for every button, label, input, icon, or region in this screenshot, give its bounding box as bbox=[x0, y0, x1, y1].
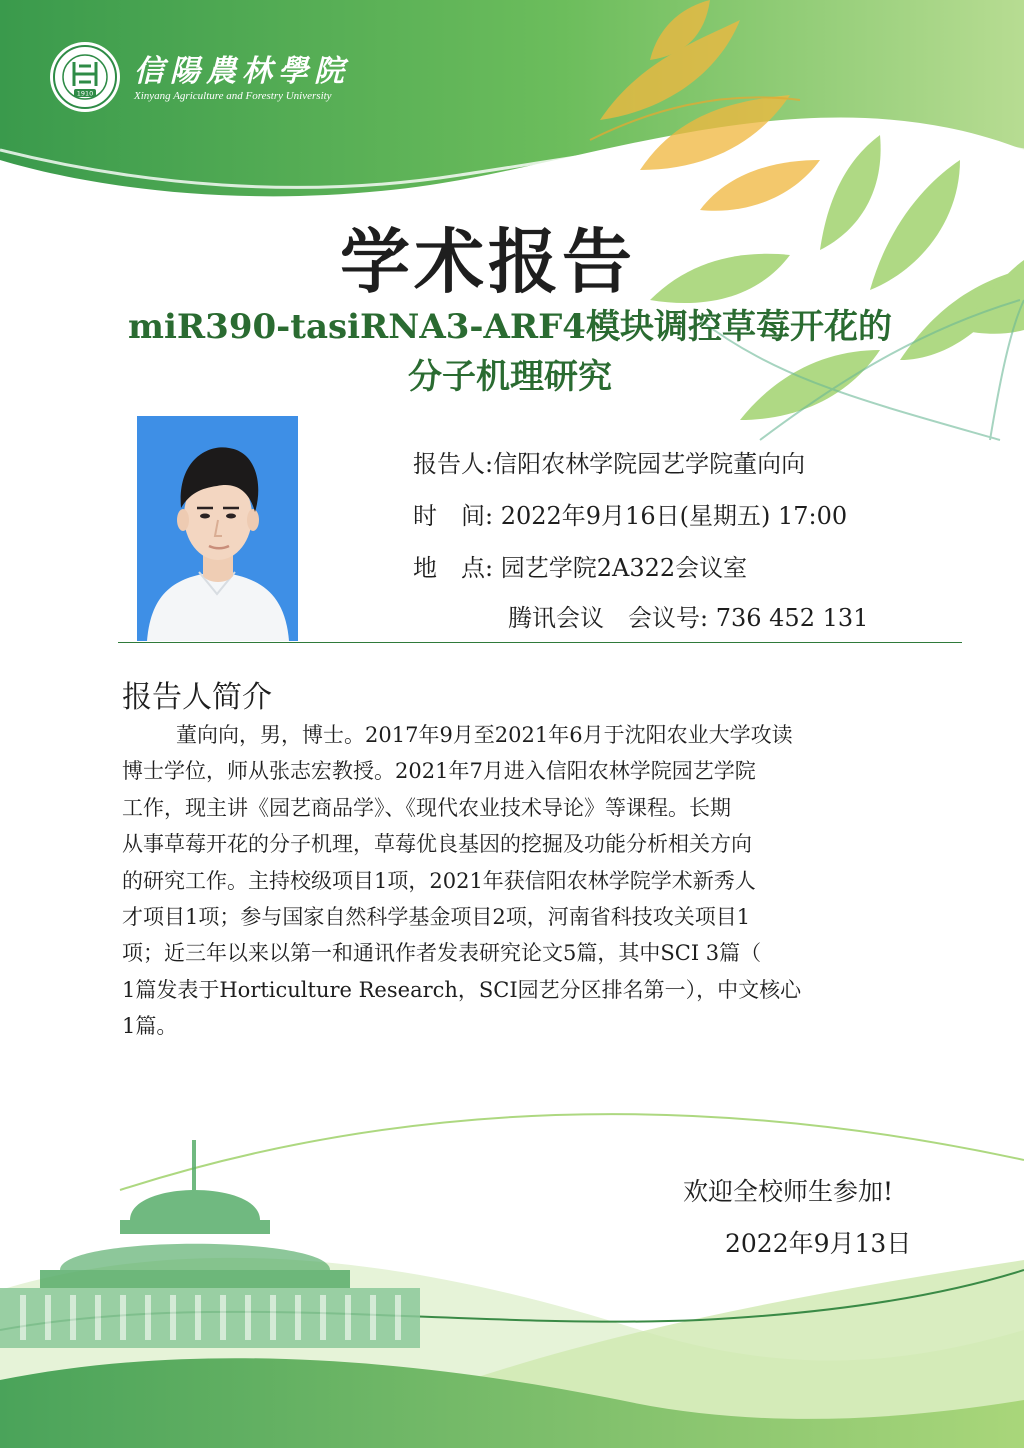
section-divider bbox=[118, 642, 962, 643]
university-seal-icon bbox=[48, 40, 122, 114]
bio-line: 博士学位，师从张志宏教授。2021年7月进入信阳农林学院园艺学院 bbox=[122, 759, 756, 784]
bio-line: 从事草莓开花的分子机理，草莓优良基因的挖掘及功能分析相关方向 bbox=[122, 832, 752, 857]
bio-line: 1篇。 bbox=[122, 1014, 178, 1039]
poster-title: 学术报告 bbox=[340, 221, 636, 303]
university-logo bbox=[48, 40, 348, 110]
seal-year: 1910 bbox=[76, 89, 94, 98]
welcome-message: 欢迎全校师生参加! bbox=[683, 1177, 894, 1206]
report-subtitle bbox=[60, 302, 960, 402]
bio-line: 工作，现主讲《园艺商品学》、《现代农业技术导论》等课程。长期 bbox=[122, 795, 731, 820]
bio-line: 项；近三年以来以第一和通讯作者发表研究论文5篇，其中SCI 3篇（ bbox=[122, 941, 762, 966]
subtitle-line-1: miR390-tasiRNA3-ARF4模块调控草莓开花的 bbox=[128, 307, 892, 347]
subtitle-line-2: 分子机理研究 bbox=[408, 357, 612, 397]
speaker-portrait-icon bbox=[137, 416, 298, 641]
bio-line: 董向向，男，博士。2017年9月至2021年6月于沈阳农业大学攻读 bbox=[176, 723, 793, 747]
university-name-cn: 信陽農林學院 bbox=[134, 54, 350, 89]
bio-heading: 报告人简介 bbox=[122, 680, 272, 715]
speaker-photo bbox=[137, 416, 298, 641]
building-silhouette bbox=[0, 1140, 420, 1348]
university-name-en: Xinyang Agriculture and Forestry University bbox=[134, 90, 332, 102]
bio-line: 才项目1项；参与国家自然科学基金项目2项，河南省科技攻关项目1 bbox=[122, 904, 751, 929]
speaker-bio bbox=[122, 717, 942, 1045]
speaker-line: 报告人:信阳农林学院园艺学院董向向 bbox=[413, 450, 806, 478]
bio-line: 1篇发表于Horticulture Research，SCI园艺分区排名第一），中文核心 bbox=[122, 977, 802, 1002]
bio-line: 的研究工作。主持校级项目1项，2021年获信阳农林学院学术新秀人 bbox=[122, 868, 756, 893]
online-meeting-line: 腾讯会议 会议号: 736 452 131 bbox=[508, 604, 869, 632]
issue-date: 2022年9月13日 bbox=[725, 1229, 912, 1258]
location-line: 地 点: 园艺学院2A322会议室 bbox=[413, 554, 748, 582]
time-line: 时 间: 2022年9月16日(星期五) 17:00 bbox=[413, 502, 848, 530]
